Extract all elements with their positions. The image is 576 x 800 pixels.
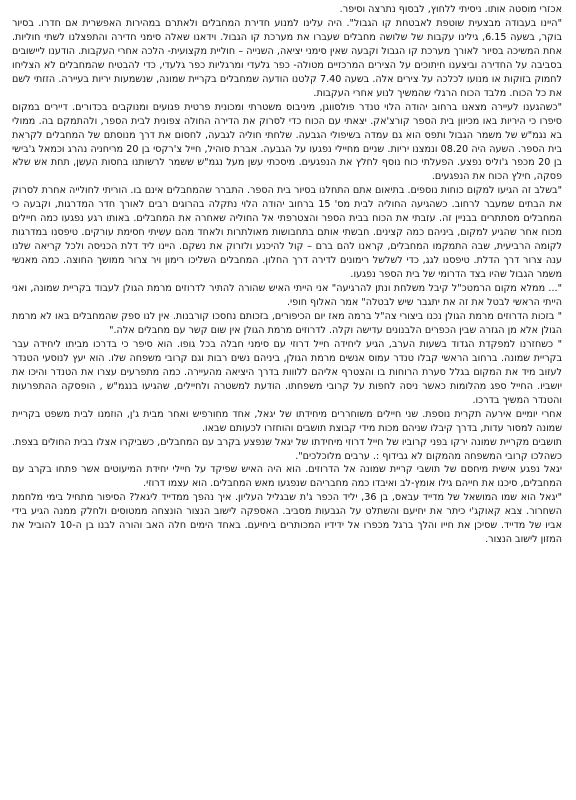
- deputy-chief-quote-paragraph: "... ממלא מקום הרמטכ"ל קיבל משלחת ונתן להרגיעה" אני הייתי האיש שהורה להתיר לדרוזים מרמת הגולן לעבוד בקריית שמונה, ואני הייתי הראשי לבטל את זה את יתגבר שיש לבטלה" אמר האלוף חופי.: [12, 283, 562, 309]
- intro-paragraph: אכזרי מוסטה אותו. ניסיתי ללחוץ, לבסוף נתרצה וסיפר.: [339, 4, 562, 15]
- yigal-personal-paragraph: יגאל נפגע אישית מיחסם של תושבי קריית שמונה אל הדרוזים. הוא היה האיש שפיקד על חיילי יחידת המיעוטים אשר פתחו בקרב עם המחבלים, סיכנו את חייהם גילו אומץ-לב ואיבדו כמה מחבריהם שנפגעו מאש המחבלים. הוא עצמו דרוזי.: [12, 464, 562, 490]
- druze-golan-quote-paragraph: " בזכות הדרוזים מרמת הגולן נכנו ביצורי צה"ל ברמה מאז יום הכיפורים, בזכותם נחסכו קורבנות. אין לנו ספק שהמחבלים באו לא מרמת הגולן אלא מן הגזרה שבין הכפרים הלבנונים עדישה וקלה. לדרוזים מרמת הגולן אין שום קשר עם מחבלים אלה.": [12, 310, 562, 336]
- hospital-incident-paragraph: תושבים מקריית שמונה ירקו בפני קרוביו של חייל דרוזי מיחידתו של יגאל שנפצע בקרב עם המחבלים, כשביקרו אצלו בבית החולים בצפת. כשהלכו קרובי המשפחה מהמקום לא גבידוף :. ערבים מלוכלכים".: [12, 436, 562, 462]
- second-incident-paragraph: אחרי יומיים אירעה תקרית נוספת. שני חיילים משוחררים מיחידתו של יגאל, אחד מחורפיש ואחר מבית ג'ן, הוזמנו לבית משפט בקריית שמונה למסור עדות, בדרך קיבלו שניהם מכות מידי קבוצת תושבים והוחזרו לכעותם שבאו.: [12, 408, 562, 434]
- evening-incident-paragraph: " כשחזרנו למפקדת הגדוד בשעות הערב, הגיע ליחידה חייל דרוזי עם סימני חבלה בכל גופו. הוא סיפר כי בדרכו מביתו ליחידה עבר בקריית שמונה. ברחוב הראשי קבלו טנדר עמוס אנשים מרמת הגולן, ביניהם נשים רבות וגם קרובי משפחה שלו. הוא יעץ לנוסעי הטנדר לעזוב מיד את המקום בגלל סערת הרוחות בו והצטרף אליהם ללווות בדרך היציאה מהעיירה. כמה מתפרעים עצרו את הטנדר והיכו את יושביו. החייל ספג מהלומות כאשר ניסה לחפות על קרובי משפחתו. הודעת למשטרה ולחיילים, שהגיעו בנגמ"ש , הופסקה ההתפרעות והטנדר המשיך בדרכו.: [12, 338, 562, 406]
- patrol-report-paragraph: "היינו בעבודה מבצעית שוטפת לאבטחת קו הגבול". היה עלינו למנוע חדירת המחבלים ולאתרם במהירות האפשרית אם חדרו. בסיור בוקר, בשעה 6.15, גילינו עקבות של שלושה מחבלים שעברו את מערכת קו הגבול. וידאנו שאלה סימני חדירה והתפצלנו לשתי חוליות. אחת המשיכה בסיור לאורך מערכת קו הגבול וקבעה שאין סימני יציאה, השנייה – חוליית מקצועית- הלכה אחרי העקבות. הודענו ליישובים בסביבה על החדירה וביצענו חיתוכים על הצירים המרכזיים מטולה- כפר גלעדי ומרגליות כפר גלעדי, כדי להבטיח שהמחבלים לא הצליחו לחמוק בזוקות או מנועו לכלכה על צירים אלה. בשעה 7.40 קלטנו הודעה שמחבלים בקריית שמונה, שנשמעות יריות בעיירה. הזזתי לשם את כל הכוח. מלבד הכוח הרגלי שהמשיך לנוע אחרי העקבות.: [12, 17, 562, 99]
- building-assault-paragraph: "בשלב זה הגיעו למקום כוחות נוספים. בתיאום אתם התחלנו בסיור בית הספר. התברר שהמחבלים אינם בו. הוריתי לחולייה אחרת לסרוק את הבתים שמעבר לרחוב. כשהגיעה החוליה לבית מס' 15 ברחוב יהודה הלוי נתקלה בהרוגים רבים לאורך חדר המדרגות, וקבעה כי המחבלים מסתתרים בבניין זה. עזבתי את הכוח בבית הספר והצטרפתי אל החוליה שאחרה את המחבלים. באותו רגע נפגעו כמה חיילים מכוח אחר שהגיע למקום, ביניהם כמה קצינים. חבשתי אותם בתחבושות מאולתרות ולאחד מהם עשיתי חסימת עורקים. טיפסנו במדרגות לקומה הרביעית, שבה התמקמו המחבלים, קראנו להם ברם – קול להיכנע ולזרוק את נשקם. היינו ליד דלת הכניסה ולכל קריאה שלנו ענה צרור דרך הדלת. טיפסנו לגג, כדי לשלשל רימונים לדירה דרך החלון. המחבלים השליכו רימון ויר צרור ממושך החוצה. כמה מאנשי משמר הגבול שהיו בצד הדרומי של בית הספר נפגעו.: [12, 185, 562, 281]
- arrival-in-town-paragraph: "כשהגענו לעיירה מצאנו ברחוב יהודה הלוי טנדר פולסווגן, מיניבוס משטרתי ומכונית פרטית פגועים ומנוקבים בכדורים. דיירים במקום סיפרו כי היריות באו מכיוון בית הספר קורצ'אק. יצאתי עם הכוח כדי לסרוק את הדירה החולה צפונית לבית הספר, ולהתמקם בה. ממולי בא נגמ"ש של משמר הגבול ותפס הוא גם עמדה בשיפולי הגבעה. שלחתי חוליה לגבעה, לחסום את דרך מנוסתם של המחבלים לקראת בית הספר. השעה היה 08.20 ונמצנו יריות. שניים מחיילי נפגעו על הגבעה. אברת סוהיל, חייל צ'רקסי בן 20 מריחניה נהרג וכמאל ג'בישי בן 20 מכפר ג'וליס נפצע. הפעלתי כוח נוסף לחלץ את הנפגעים. מיסכתי עשן מעל נגמ"ש ששמר לרשותנו בחסות העשן, תחת אש שלא פסקה, חילץ הכוח את הנפגעים.: [12, 101, 563, 183]
- yigal-background-paragraph: "יגאל הוא שמו המושאל של מדייד עבאס, בן 36, יליד הכפר ג'ת שבגליל העליון. איך נהפך ממדייד ליגאל? הסיפור מתחיל בימי מלחמת השחרור. צבא קאוקג'י כיתר את יחיעם והשתלט על הגבעות מסביב. האספקה לישוב הנצור הונצחה ממטוסים ולחלק ממנה הגיע בידי אביו של מדייד. שסיכן את חייו והלך ברגל מכפרו אל ידידיו המכותרים ביחיעם. באחד הימים חלה האב והורה לבנו בן ה-10 להוביל את המזון לישוב הנצור.: [12, 492, 562, 546]
